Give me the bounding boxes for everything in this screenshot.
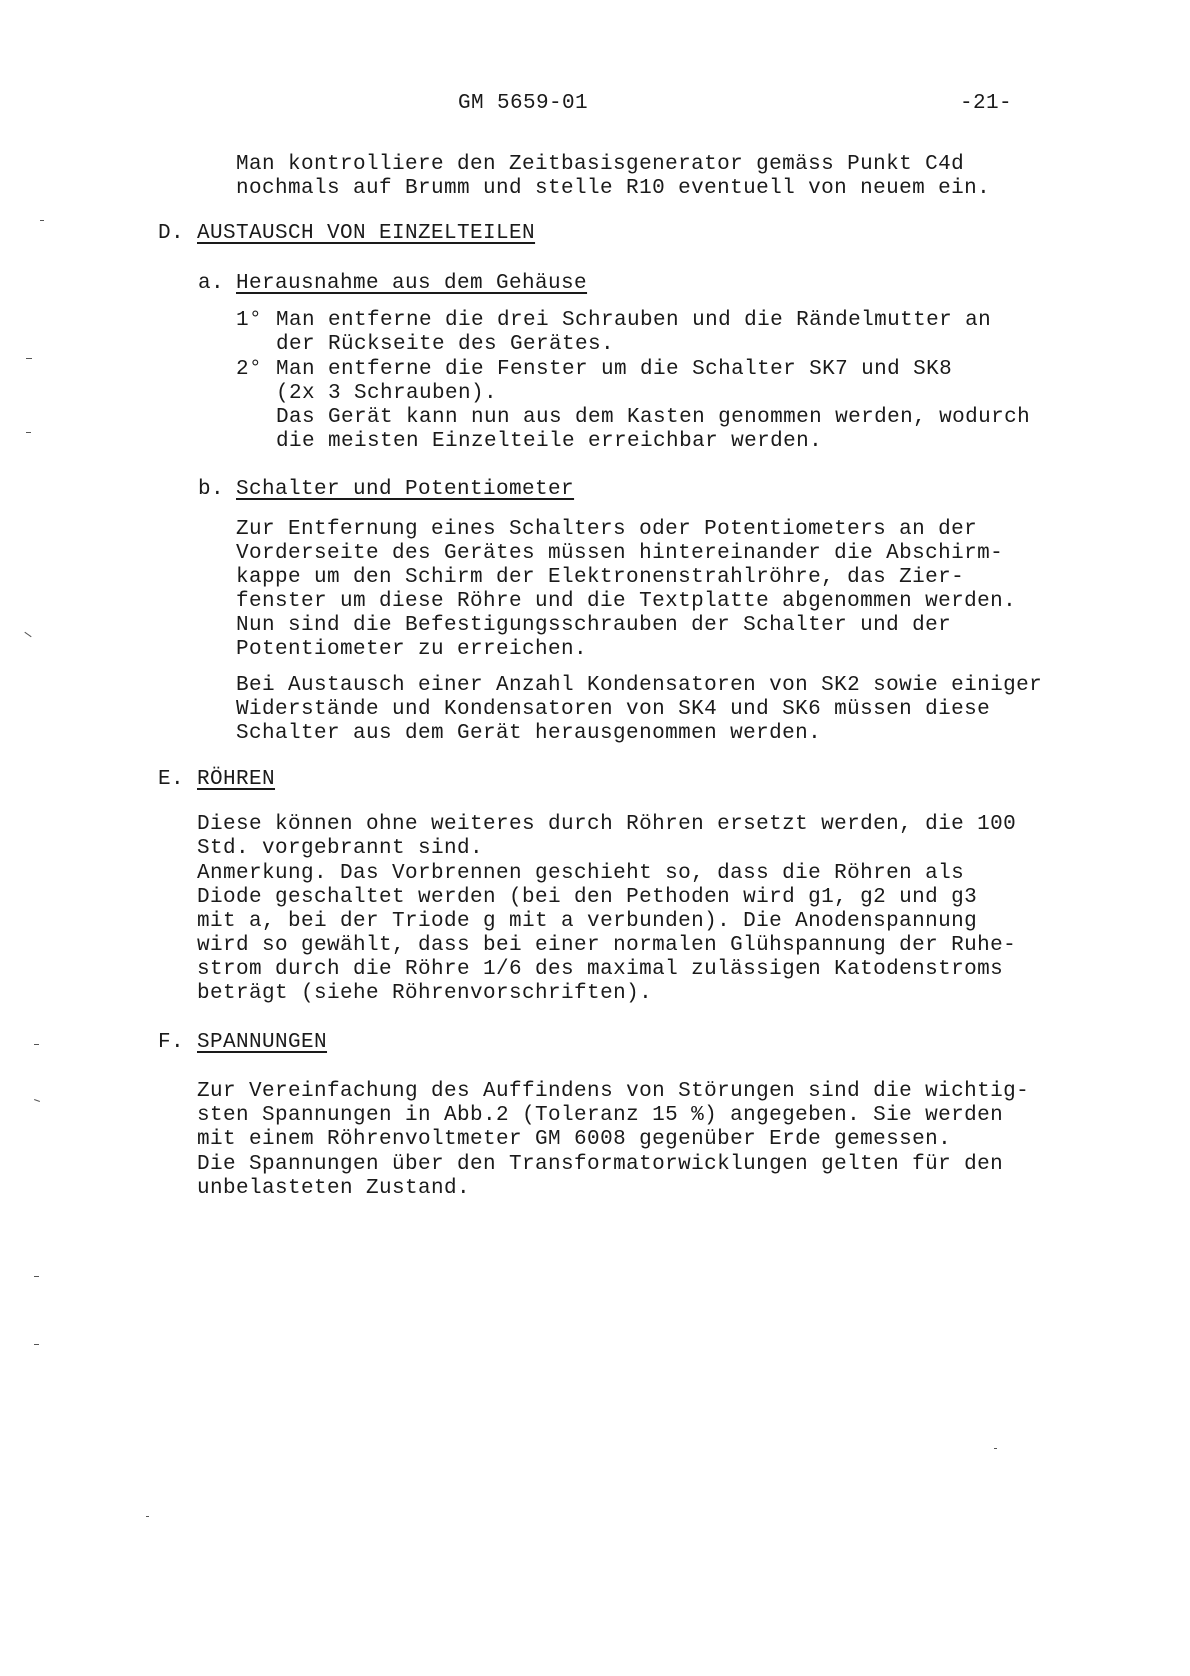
paragraph-line: Die Spannungen über den Transformatorwicklungen gelten für den — [197, 1153, 1004, 1176]
subsection-heading: Herausnahme aus dem Gehäuse — [236, 272, 588, 295]
list-item-number: 1° — [236, 309, 263, 332]
subsection-letter: b. — [198, 478, 225, 501]
scan-speck — [34, 1344, 39, 1345]
section-heading: RÖHREN — [197, 768, 276, 791]
scan-speck — [146, 1516, 149, 1517]
paragraph-line: Zur Entfernung eines Schalters oder Potentiometers an der — [236, 518, 978, 541]
scan-speck — [26, 432, 31, 433]
document-id: GM 5659-01 — [458, 92, 589, 115]
list-item-line: der Rückseite des Gerätes. — [276, 333, 615, 356]
intro-line: Man kontrolliere den Zeitbasisgenerator gemäss Punkt C4d — [236, 153, 965, 176]
list-item-line: die meisten Einzelteile erreichbar werden. — [276, 430, 823, 453]
scan-speck — [34, 1276, 39, 1277]
section-letter: E. — [158, 768, 185, 791]
intro-line: nochmals auf Brumm und stelle R10 eventuell von neuem ein. — [236, 177, 991, 200]
scan-speck — [994, 1448, 997, 1449]
page-number: -21- — [960, 92, 1013, 115]
paragraph-line: kappe um den Schirm der Elektronenstrahlröhre, das Zier- — [236, 566, 965, 589]
list-item-line: Man entferne die Fenster um die Schalter SK7 und SK8 — [276, 358, 953, 381]
paragraph-line: Potentiometer zu erreichen. — [236, 638, 588, 661]
scan-speck — [40, 220, 44, 221]
paragraph-line: Schalter aus dem Gerät herausgenommen werden. — [236, 722, 822, 745]
paragraph-line: sten Spannungen in Abb.2 (Toleranz 15 %) angegeben. Sie werden — [197, 1104, 1004, 1127]
scan-speck — [34, 1044, 39, 1045]
paragraph-line: Vorderseite des Gerätes müssen hintereinander die Abschirm- — [236, 542, 1004, 565]
paragraph-line: fenster um diese Röhre und die Textplatte abgenommen werden. — [236, 590, 1017, 613]
scan-speck — [26, 358, 32, 359]
section-heading: AUSTAUSCH VON EINZELTEILEN — [197, 222, 536, 245]
scan-speck — [34, 1099, 40, 1102]
paragraph-line: Diode geschaltet werden (bei den Pethoden wird g1, g2 und g3 — [197, 886, 978, 909]
list-item-line: Man entferne die drei Schrauben und die Rändelmutter an — [276, 309, 992, 332]
paragraph-line: Nun sind die Befestigungsschrauben der Schalter und der — [236, 614, 952, 637]
paragraph-line: Anmerkung. Das Vorbrennen geschieht so, dass die Röhren als — [197, 862, 965, 885]
paragraph-line: Bei Austausch einer Anzahl Kondensatoren von SK2 sowie einiger — [236, 674, 1043, 697]
paragraph-line: Zur Vereinfachung des Auffindens von Störungen sind die wichtig- — [197, 1080, 1030, 1103]
paragraph-line: unbelasteten Zustand. — [197, 1177, 471, 1200]
list-item-line: (2x 3 Schrauben). — [276, 382, 498, 405]
subsection-letter: a. — [198, 272, 225, 295]
paragraph-line: strom durch die Röhre 1/6 des maximal zulässigen Katodenstroms — [197, 958, 1004, 981]
paragraph-line: mit einem Röhrenvoltmeter GM 6008 gegenüber Erde gemessen. — [197, 1128, 952, 1151]
paragraph-line: Std. vorgebrannt sind. — [197, 837, 484, 860]
paragraph-line: beträgt (siehe Röhrenvorschriften). — [197, 982, 653, 1005]
section-heading: SPANNUNGEN — [197, 1031, 328, 1054]
list-item-line: Das Gerät kann nun aus dem Kasten genommen werden, wodurch — [276, 406, 1031, 429]
paragraph-line: Diese können ohne weiteres durch Röhren ersetzt werden, die 100 — [197, 813, 1017, 836]
section-letter: D. — [158, 222, 185, 245]
section-letter: F. — [158, 1031, 185, 1054]
paragraph-line: mit a, bei der Triode g mit a verbunden). Die Anodenspannung — [197, 910, 978, 933]
paragraph-line: Widerstände und Kondensatoren von SK4 und SK6 müssen diese — [236, 698, 991, 721]
list-item-number: 2° — [236, 358, 263, 381]
paragraph-line: wird so gewählt, dass bei einer normalen Glühspannung der Ruhe- — [197, 934, 1017, 957]
subsection-heading: Schalter und Potentiometer — [236, 478, 575, 501]
scan-speck — [24, 632, 31, 637]
